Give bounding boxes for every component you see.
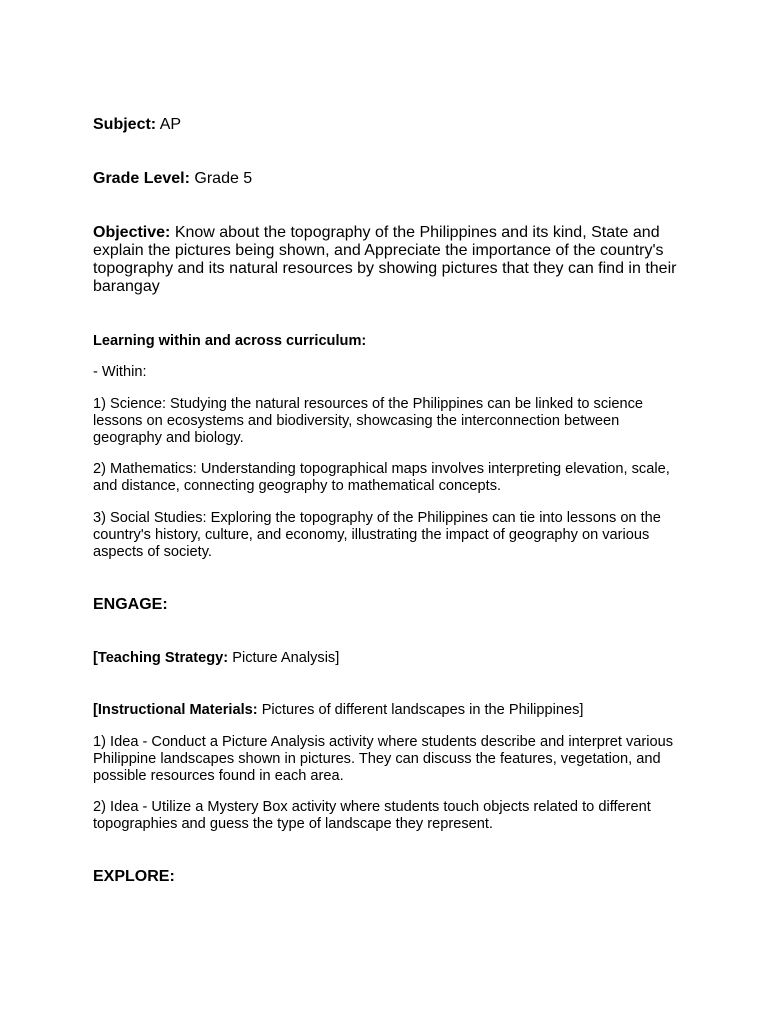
within-label: - Within: <box>93 364 147 380</box>
instructional-materials-label: [Instructional Materials: <box>93 702 258 718</box>
engage-idea-picture-analysis: 1) Idea - Conduct a Picture Analysis activity where students describe and interpret various Philippine landscapes shown in pictures. They can discuss the features, vegetation, and possible resources found in each area. <box>93 734 673 784</box>
subject-value: AP <box>159 116 182 133</box>
learning-item-social-studies: 3) Social Studies: Exploring the topography of the Philippines can tie into lessons on the country's history, culture, and economy, illustrating the impact of geography on various aspects of society. <box>93 510 661 560</box>
instructional-materials-value: Pictures of different landscapes in the Philippines] <box>261 702 584 718</box>
subject-label: Subject: <box>93 116 157 133</box>
grade-level-line <box>93 170 683 188</box>
objective-paragraph <box>93 224 683 296</box>
instructional-materials-line <box>93 702 683 719</box>
teaching-strategy-label: [Teaching Strategy: <box>93 650 229 666</box>
explore-heading: EXPLORE: <box>93 868 175 885</box>
learning-item-science: 1) Science: Studying the natural resources of the Philippines can be linked to science lessons on ecosystems and biodiversity, showcasing the interconnection between geography and biology. <box>93 396 644 446</box>
objective-label: Objective: <box>93 224 171 241</box>
learning-item-mathematics: 2) Mathematics: Understanding topographical maps involves interpreting elevation, scale, and distance, connecting geography to mathematical concepts. <box>93 461 670 494</box>
learning-heading: Learning within and across curriculum: <box>93 333 367 349</box>
teaching-strategy-line <box>93 650 683 667</box>
subject-line <box>93 116 683 134</box>
grade-level-value: Grade 5 <box>194 170 253 187</box>
teaching-strategy-value: Picture Analysis] <box>232 650 340 666</box>
engage-idea-mystery-box: 2) Idea - Utilize a Mystery Box activity where students touch objects related to different topographies and guess the type of landscape they represent. <box>93 799 651 832</box>
objective-text: Know about the topography of the Philippines and its kind, State and explain the pictures being shown, and Appreciate the importance of the country's topography and its natural resources by showing pictures that they can find in their barangay <box>93 224 677 295</box>
engage-heading: ENGAGE: <box>93 596 168 613</box>
grade-level-label: Grade Level: <box>93 170 190 187</box>
